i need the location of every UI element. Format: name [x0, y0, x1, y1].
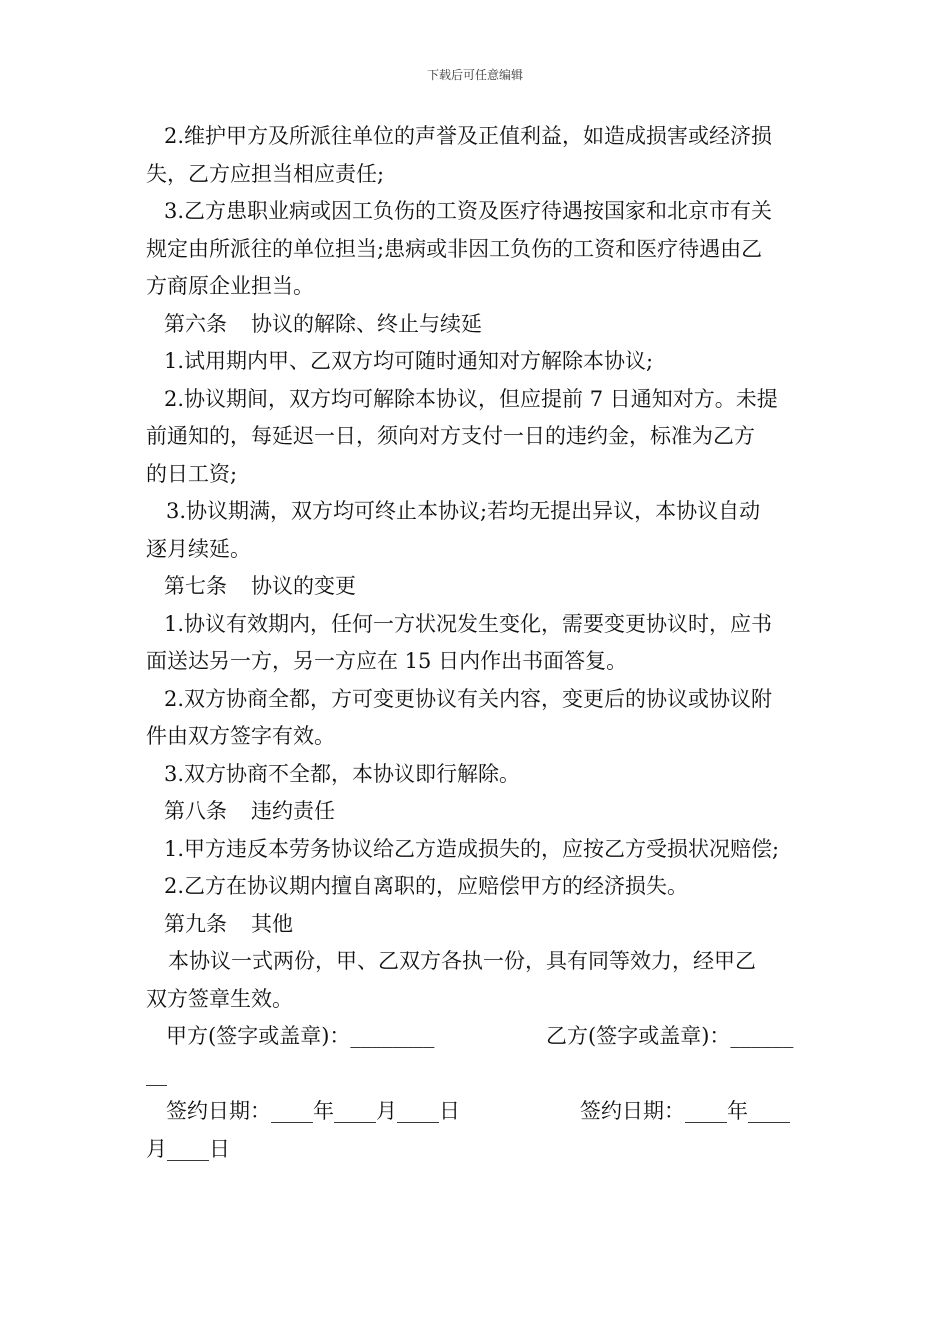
text-line: 2.协议期间，双方均可解除本协议，但应提前 7 日通知对方。未提: [164, 386, 778, 411]
text-line: 件由双方签字有效。: [146, 724, 335, 748]
signature-left: 甲方(签字或盖章)：________: [166, 1024, 435, 1048]
signature-right: 乙方(签字或盖章)：______: [546, 1024, 794, 1048]
signature-left: 签约日期：____年____月____日: [166, 1099, 460, 1123]
article-number: 第七条: [164, 574, 227, 598]
text-line: 方商原企业担当。: [146, 274, 314, 298]
document-body: [146, 118, 814, 1168]
text-line: 本协议一式两份，甲、乙双方各执一份，具有同等效力，经甲乙: [168, 949, 756, 973]
article-heading: [146, 568, 814, 606]
article-heading: [146, 306, 814, 344]
article-number: 第八条: [164, 799, 227, 823]
signature-line: [146, 1093, 814, 1131]
article-title: 其他: [251, 911, 293, 936]
text-line: 2.维护甲方及所派往单位的声誉及正值利益，如造成损害或经济损: [164, 124, 773, 148]
text-line: __: [146, 1061, 167, 1086]
article-number: 第九条: [164, 911, 227, 936]
signature-line: [146, 1018, 814, 1056]
text-line: 3.双方协商不全都，本协议即行解除。: [164, 761, 521, 786]
text-line: 双方签章生效。: [146, 986, 293, 1011]
text-line: 失，乙方应担当相应责任;: [146, 161, 385, 186]
text-line: 1.甲方违反本劳务协议给乙方造成损失的，应按乙方受损状况赔偿;: [164, 836, 780, 861]
text-line: 1.试用期内甲、乙双方均可随时通知对方解除本协议;: [164, 349, 654, 373]
article-heading: [146, 793, 814, 831]
text-line: 3.乙方患职业病或因工负伤的工资及医疗待遇按国家和北京市有关: [164, 199, 773, 223]
page-header: 下载后可任意编辑: [426, 68, 523, 82]
text-line: 2.乙方在协议期内擅自离职的，应赔偿甲方的经济损失。: [164, 874, 689, 898]
article-title: 协议的解除、终止与续延: [251, 311, 482, 336]
text-line: 月____日: [146, 1136, 230, 1161]
text-line: 规定由所派往的单位担当;患病或非因工负伤的工资和医疗待遇由乙: [146, 236, 763, 261]
text-line: 2.双方协商全都，方可变更协议有关内容，变更后的协议或协议附: [164, 686, 773, 711]
text-line: 3.协议期满，双方均可终止本协议;若均无提出异议，本协议自动: [166, 499, 761, 523]
signature-right: 签约日期：____年____: [580, 1099, 790, 1123]
text-line: 的日工资;: [146, 461, 238, 486]
text-line: 前通知的，每延迟一日，须向对方支付一日的违约金，标准为乙方: [146, 424, 755, 448]
article-number: 第六条: [164, 311, 227, 336]
article-title: 违约责任: [251, 799, 335, 823]
article-title: 协议的变更: [251, 574, 356, 598]
text-line: 1.协议有效期内，任何一方状况发生变化，需要变更协议时，应书: [164, 611, 773, 636]
article-heading: [146, 906, 814, 944]
text-line: 逐月续延。: [146, 536, 251, 561]
text-line: 面送达另一方，另一方应在 15 日内作出书面答复。: [146, 649, 628, 673]
